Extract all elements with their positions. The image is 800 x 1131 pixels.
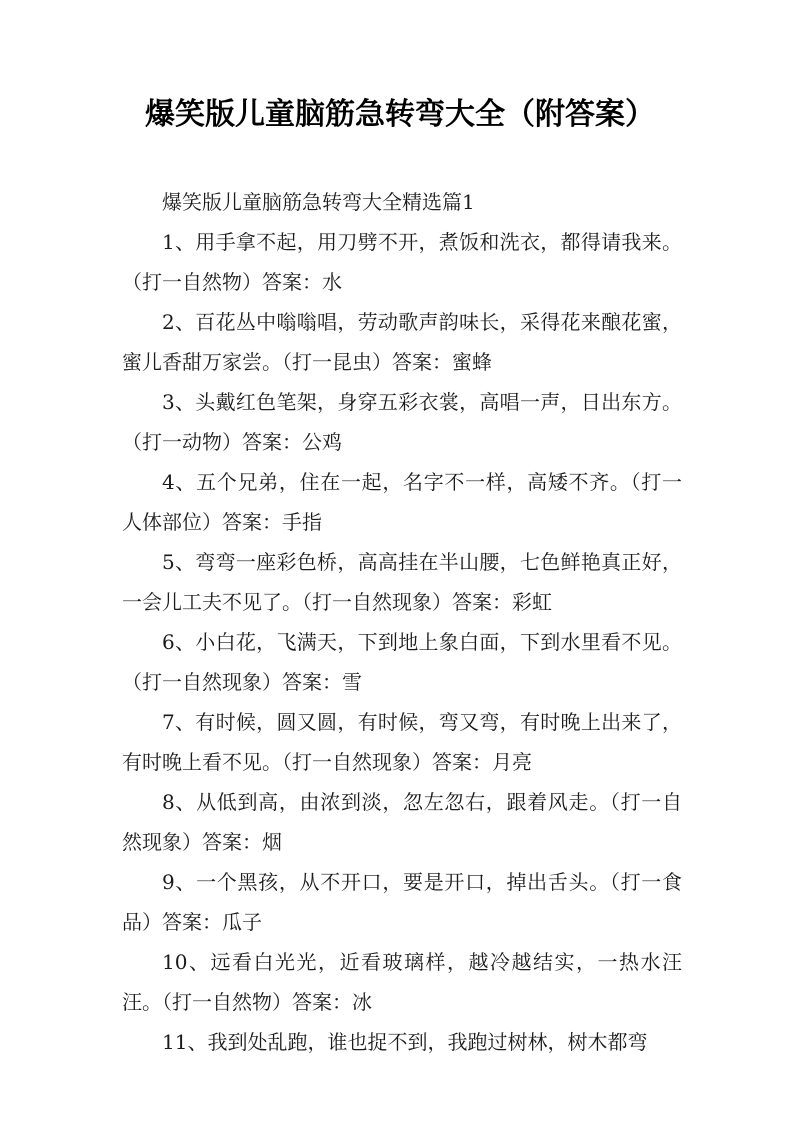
riddle-paragraph-1: 1、用手拿不起，用刀劈不开，煮饭和洗衣，都得请我来。（打一自然物）答案：水 — [122, 230, 682, 294]
riddle-paragraph-8: 8、从低到高，由浓到淡，忽左忽右，跟着风走。（打一自然现象）答案：烟 — [122, 790, 682, 854]
section-subtitle: 爆笑版儿童脑筋急转弯大全精选篇1 — [162, 190, 475, 214]
riddle-paragraph-5: 5、弯弯一座彩色桥，高高挂在半山腰，七色鲜艳真正好，一会儿工夫不见了。（打一自然现象）答案：彩虹 — [122, 550, 682, 614]
document-body — [122, 182, 682, 1062]
document-title: 爆笑版儿童脑筋急转弯大全（附答案） — [145, 97, 655, 132]
riddle-paragraph-2: 2、百花丛中嗡嗡唱，劳动歌声韵味长，采得花来酿花蜜，蜜儿香甜万家尝。（打一昆虫）答案：蜜蜂 — [122, 310, 682, 374]
riddle-paragraph-10: 10、远看白光光，近看玻璃样，越冷越结实，一热水汪汪。（打一自然物）答案：冰 — [122, 950, 682, 1014]
riddle-paragraph-4: 4、五个兄弟，住在一起，名字不一样，高矮不齐。（打一人体部位）答案：手指 — [122, 470, 682, 534]
riddle-paragraph-6: 6、小白花，飞满天，下到地上象白面，下到水里看不见。（打一自然现象）答案：雪 — [122, 630, 682, 694]
riddle-paragraph-7: 7、有时候，圆又圆，有时候，弯又弯，有时晚上出来了，有时晚上看不见。（打一自然现象）答案：月亮 — [122, 710, 682, 774]
riddle-paragraph-9: 9、一个黑孩，从不开口，要是开口，掉出舌头。（打一食品）答案：瓜子 — [122, 870, 682, 934]
riddle-paragraph-3: 3、头戴红色笔架，身穿五彩衣裳，高唱一声，日出东方。（打一动物）答案：公鸡 — [122, 390, 682, 454]
riddle-paragraph-11: 11、我到处乱跑，谁也捉不到，我跑过树林，树木都弯 — [162, 1030, 648, 1054]
